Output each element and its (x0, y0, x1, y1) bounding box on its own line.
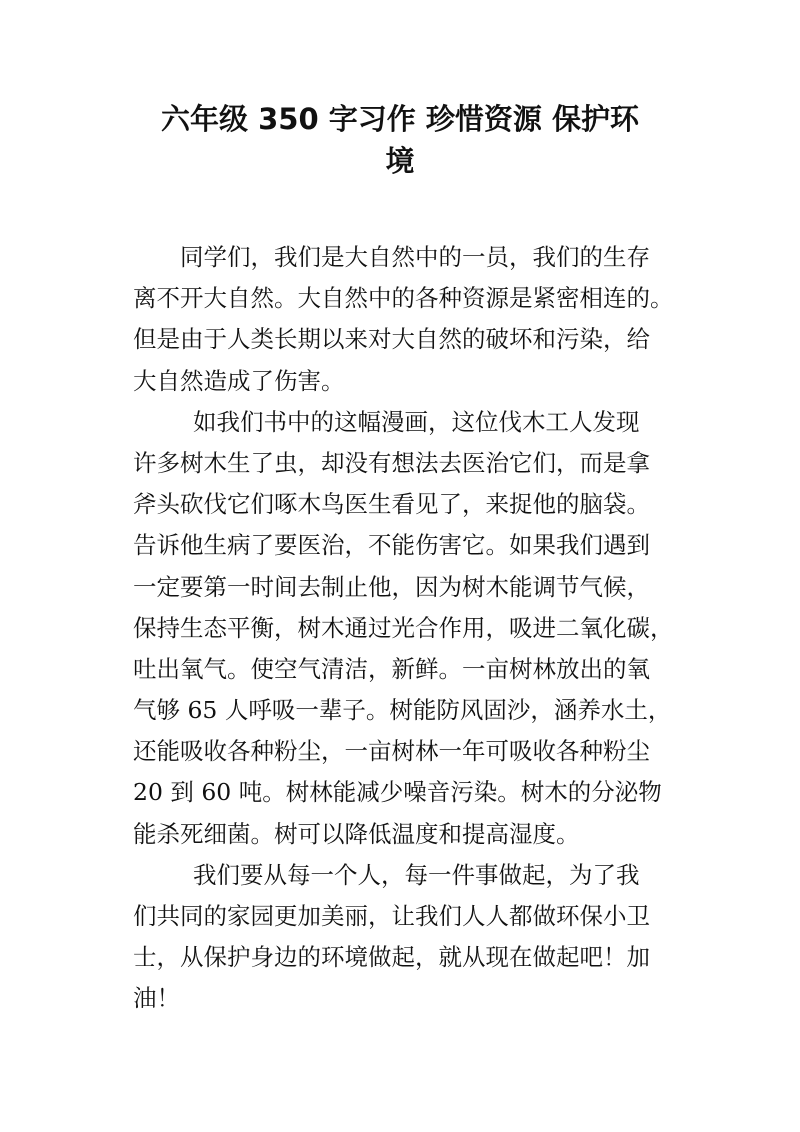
text-line: 油！ (133, 984, 180, 1013)
text-line: 如我们书中的这幅漫画，这位伐木工人发现 (193, 407, 640, 436)
text-line: 一定要第一时间去制止他，因为树木能调节气候， (133, 572, 650, 601)
text-line: 能杀死细菌。树可以降低温度和提高湿度。 (133, 819, 580, 848)
title-line-1: 六年级 350 字习作 珍惜资源 保护环 (161, 102, 639, 136)
text-line: 斧头砍伐它们啄木鸟医生看见了，来捉他的脑袋。 (133, 490, 650, 519)
text-line: 气够 65 人呼吸一辈子。树能防风固沙，涵养水土， (133, 696, 672, 725)
text-line: 吐出氧气。使空气清洁，新鲜。一亩树林放出的氧 (133, 654, 650, 683)
text-line: 许多树木生了虫，却没有想法去医治它们，而是拿 (133, 448, 650, 477)
text-line: 离不开大自然。大自然中的各种资源是紧密相连的。 (133, 284, 674, 313)
text-line: 告诉他生病了要医治，不能伤害它。如果我们遇到 (133, 531, 650, 560)
text-line: 同学们，我们是大自然中的一员，我们的生存 (180, 243, 650, 271)
text-line: 我们要从每一个人，每一件事做起，为了我 (193, 860, 640, 889)
text-line: 20 到 60 吨。树林能减少噪音污染。树木的分泌物 (133, 778, 662, 807)
text-line: 但是由于人类长期以来对大自然的破坏和污染，给 (133, 325, 650, 354)
text-line: 大自然造成了伤害。 (133, 366, 345, 395)
text-line: 还能吸收各种粉尘，一亩树林一年可吸收各种粉尘 (133, 737, 650, 766)
document-body (133, 237, 678, 1020)
paragraph-3 (133, 855, 678, 1020)
paragraph-1 (133, 237, 678, 402)
text-line: 士，从保护身边的环境做起，就从现在做起吧！加 (133, 943, 650, 972)
text-line: 保持生态平衡，树木通过光合作用，吸进二氧化碳， (133, 613, 674, 642)
title-line-2: 境 (385, 144, 415, 178)
document-title (100, 98, 700, 182)
text-line: 们共同的家园更加美丽，让我们人人都做环保小卫 (133, 902, 650, 930)
paragraph-2 (133, 402, 678, 855)
